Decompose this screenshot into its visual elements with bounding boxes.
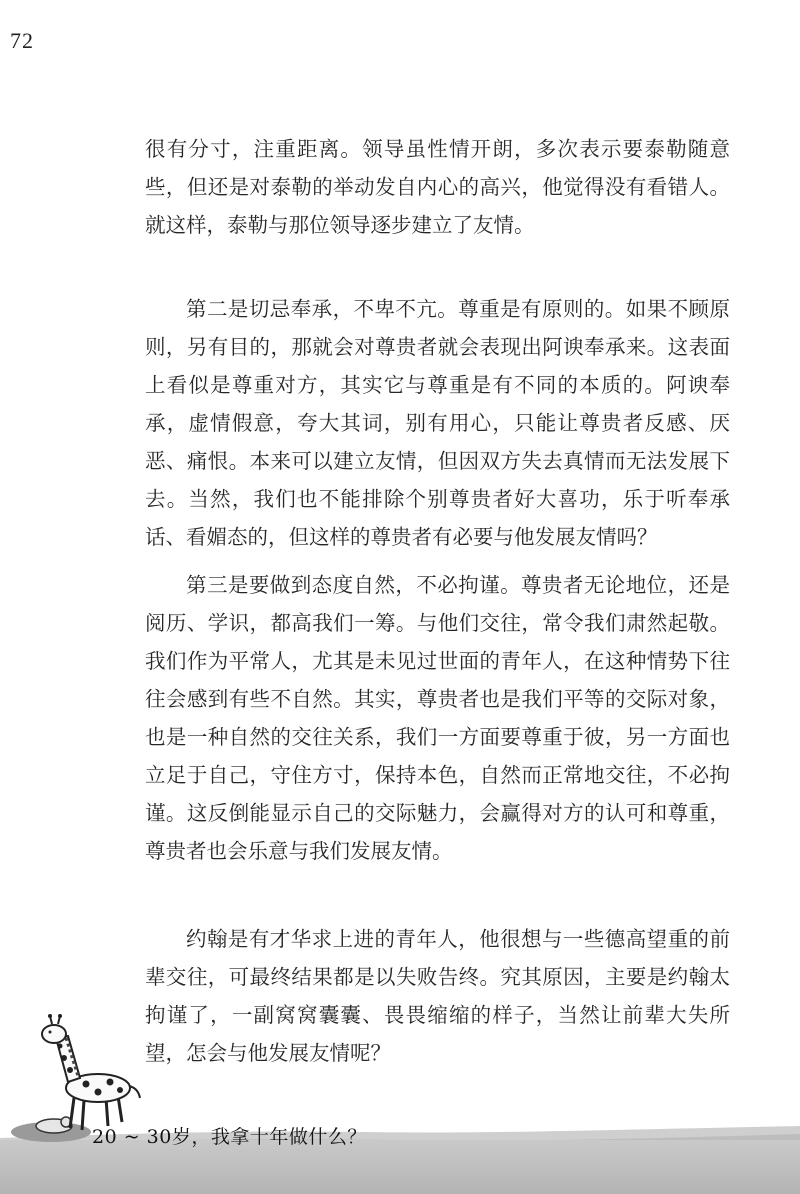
paragraph-4: 约翰是有才华求上进的青年人，他很想与一些德高望重的前辈交往，可最终结果都是以失败告终。究其原因，主要是约翰太拘谨了，一副窝窝囊囊、畏畏缩缩的样子，当然让前辈大失所望，怎会与他发展友情呢？ <box>145 927 730 1065</box>
running-footer-book-title: 20 ~ 30岁，我拿十年做什么？ <box>92 1126 367 1148</box>
paragraph-2: 第二是切忌奉承，不卑不亢。尊重是有原则的。如果不顾原则，另有目的，那就会对尊贵者就会表现出阿谀奉承来。这表面上看似是尊重对方，其实它与尊重是有不同的本质的。阿谀奉承，虚情假意，夸大其词，别有用心，只能让尊贵者反感、厌恶、痛恨。本来可以建立友情，但因双方失去真情而无法发展下去。当然，我们也不能排除个别尊贵者好大喜功，乐于听奉承话、看媚态的，但这样的尊贵者有必要与他发展友情吗？ <box>145 297 730 549</box>
paragraph-1: 很有分寸，注重距离。领导虽性情开朗，多次表示要泰勒随意些，但还是对泰勒的举动发自内心的高兴，他觉得没有看错人。就这样，泰勒与那位领导逐步建立了友情。 <box>145 137 730 237</box>
paragraph-3: 第三是要做到态度自然，不必拘谨。尊贵者无论地位，还是阅历、学识，都高我们一筹。与他们交往，常令我们肃然起敬。我们作为平常人，尤其是未见过世面的青年人，在这种情势下往往会感到有些不自然。其实，尊贵者也是我们平等的交际对象，也是一种自然的交往关系，我们一方面要尊重于彼，另一方面也立足于自己，守住方寸，保持本色，自然而正常地交往，不必拘谨。这反倒能显示自己的交际魅力，会赢得对方的认可和尊重，尊贵者也会乐意与我们发展友情。 <box>145 573 730 863</box>
page-number: 72 <box>10 28 34 53</box>
